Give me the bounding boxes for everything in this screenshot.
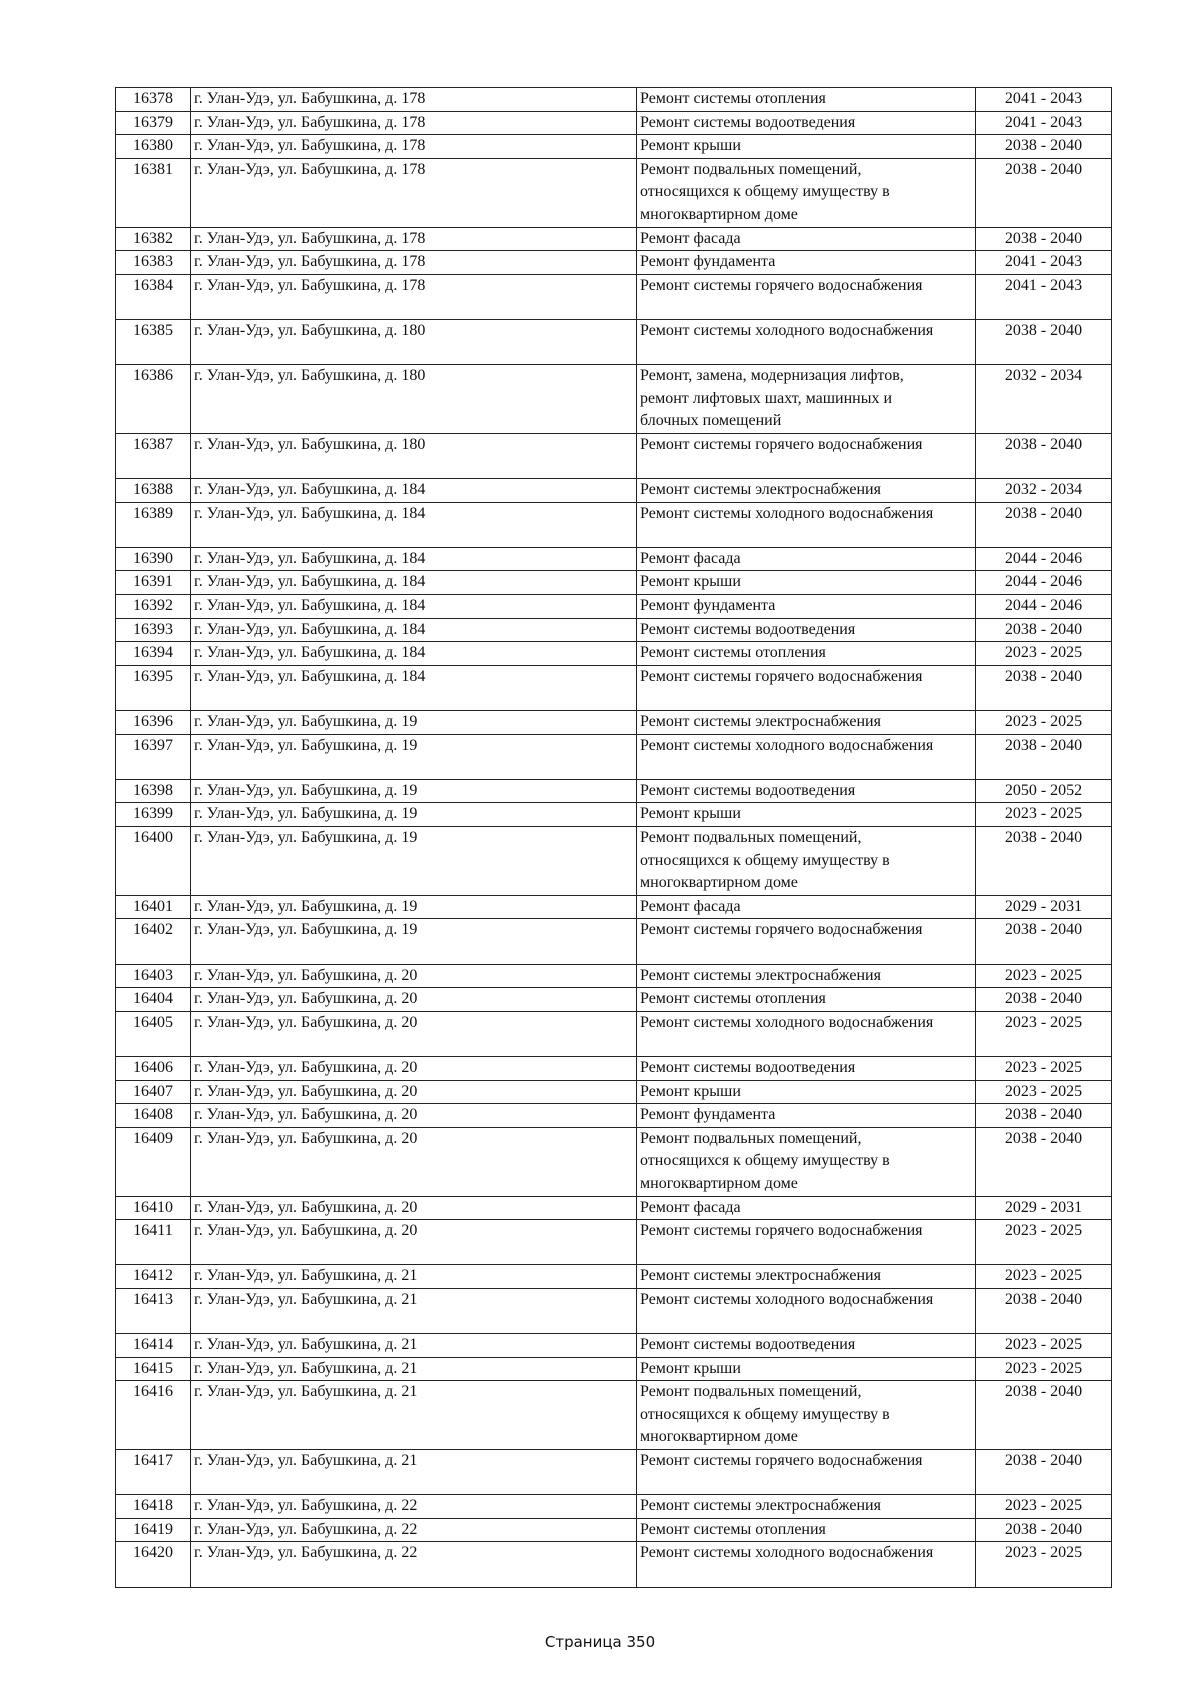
row-number: 16420 <box>116 1542 191 1587</box>
row-period: 2044 - 2046 <box>976 571 1112 595</box>
row-number: 16400 <box>116 827 191 896</box>
row-work-type: Ремонт фасада <box>637 895 976 919</box>
row-period: 2038 - 2040 <box>976 734 1112 779</box>
row-work-type: Ремонт системы электроснабжения <box>637 479 976 503</box>
row-period: 2038 - 2040 <box>976 227 1112 251</box>
table-row <box>116 1104 1112 1128</box>
row-period: 2038 - 2040 <box>976 158 1112 227</box>
row-period: 2029 - 2031 <box>976 895 1112 919</box>
row-work-type: Ремонт системы отопления <box>637 988 976 1012</box>
table-row <box>116 502 1112 547</box>
row-work-type: Ремонт системы холодного водоснабжения <box>637 319 976 364</box>
row-address: г. Улан-Удэ, ул. Бабушкина, д. 184 <box>191 642 637 666</box>
row-address: г. Улан-Удэ, ул. Бабушкина, д. 19 <box>191 895 637 919</box>
row-work-type: Ремонт системы водоотведения <box>637 779 976 803</box>
row-work-type: Ремонт фасада <box>637 227 976 251</box>
table-row <box>116 1080 1112 1104</box>
table-row <box>116 274 1112 319</box>
row-work-type: Ремонт крыши <box>637 803 976 827</box>
row-number: 16395 <box>116 665 191 710</box>
row-period: 2038 - 2040 <box>976 135 1112 159</box>
row-period: 2038 - 2040 <box>976 1381 1112 1450</box>
row-number: 16406 <box>116 1056 191 1080</box>
row-number: 16391 <box>116 571 191 595</box>
row-address: г. Улан-Удэ, ул. Бабушкина, д. 180 <box>191 365 637 434</box>
row-work-type: Ремонт крыши <box>637 571 976 595</box>
row-number: 16410 <box>116 1196 191 1220</box>
row-address: г. Улан-Удэ, ул. Бабушкина, д. 184 <box>191 665 637 710</box>
row-work-type: Ремонт системы холодного водоснабжения <box>637 1542 976 1587</box>
row-work-type: Ремонт системы горячего водоснабжения <box>637 665 976 710</box>
row-period: 2023 - 2025 <box>976 1542 1112 1587</box>
row-number: 16413 <box>116 1288 191 1333</box>
row-work-type: Ремонт подвальных помещений, относящихся к общему имуществу в многоквартирном доме <box>637 1127 976 1196</box>
table-row <box>116 618 1112 642</box>
table-row <box>116 111 1112 135</box>
table-row <box>116 1450 1112 1495</box>
row-address: г. Улан-Удэ, ул. Бабушкина, д. 184 <box>191 479 637 503</box>
row-period: 2044 - 2046 <box>976 595 1112 619</box>
row-work-type: Ремонт крыши <box>637 1357 976 1381</box>
table-row <box>116 779 1112 803</box>
row-work-type: Ремонт системы холодного водоснабжения <box>637 1288 976 1333</box>
row-number: 16401 <box>116 895 191 919</box>
row-address: г. Улан-Удэ, ул. Бабушкина, д. 22 <box>191 1495 637 1519</box>
row-address: г. Улан-Удэ, ул. Бабушкина, д. 178 <box>191 227 637 251</box>
row-work-type: Ремонт подвальных помещений, относящихся к общему имуществу в многоквартирном доме <box>637 1381 976 1450</box>
row-address: г. Улан-Удэ, ул. Бабушкина, д. 20 <box>191 1196 637 1220</box>
row-number: 16392 <box>116 595 191 619</box>
row-work-type: Ремонт системы горячего водоснабжения <box>637 919 976 964</box>
row-number: 16386 <box>116 365 191 434</box>
row-number: 16414 <box>116 1334 191 1358</box>
row-work-type: Ремонт системы отопления <box>637 642 976 666</box>
row-period: 2041 - 2043 <box>976 251 1112 275</box>
table-row <box>116 135 1112 159</box>
table-row <box>116 158 1112 227</box>
table-row <box>116 595 1112 619</box>
row-number: 16404 <box>116 988 191 1012</box>
row-address: г. Улан-Удэ, ул. Бабушкина, д. 178 <box>191 158 637 227</box>
row-address: г. Улан-Удэ, ул. Бабушкина, д. 184 <box>191 502 637 547</box>
row-work-type: Ремонт фундамента <box>637 1104 976 1128</box>
row-address: г. Улан-Удэ, ул. Бабушкина, д. 19 <box>191 827 637 896</box>
row-address: г. Улан-Удэ, ул. Бабушкина, д. 180 <box>191 319 637 364</box>
row-work-type: Ремонт фасада <box>637 547 976 571</box>
row-number: 16379 <box>116 111 191 135</box>
table-row <box>116 803 1112 827</box>
row-number: 16378 <box>116 88 191 112</box>
row-number: 16415 <box>116 1357 191 1381</box>
row-address: г. Улан-Удэ, ул. Бабушкина, д. 21 <box>191 1450 637 1495</box>
row-period: 2038 - 2040 <box>976 433 1112 478</box>
row-address: г. Улан-Удэ, ул. Бабушкина, д. 19 <box>191 803 637 827</box>
table-row <box>116 1381 1112 1450</box>
table-row <box>116 433 1112 478</box>
row-number: 16409 <box>116 1127 191 1196</box>
table-row <box>116 642 1112 666</box>
row-address: г. Улан-Удэ, ул. Бабушкина, д. 184 <box>191 547 637 571</box>
row-period: 2041 - 2043 <box>976 88 1112 112</box>
row-period: 2023 - 2025 <box>976 1220 1112 1265</box>
table-row <box>116 1056 1112 1080</box>
row-number: 16412 <box>116 1265 191 1289</box>
row-work-type: Ремонт фундамента <box>637 595 976 619</box>
row-period: 2029 - 2031 <box>976 1196 1112 1220</box>
row-period: 2023 - 2025 <box>976 1011 1112 1056</box>
row-period: 2038 - 2040 <box>976 1288 1112 1333</box>
row-number: 16418 <box>116 1495 191 1519</box>
row-address: г. Улан-Удэ, ул. Бабушкина, д. 20 <box>191 1080 637 1104</box>
row-work-type: Ремонт системы электроснабжения <box>637 964 976 988</box>
row-number: 16381 <box>116 158 191 227</box>
row-address: г. Улан-Удэ, ул. Бабушкина, д. 21 <box>191 1334 637 1358</box>
table-row <box>116 1518 1112 1542</box>
row-number: 16394 <box>116 642 191 666</box>
table-row <box>116 895 1112 919</box>
row-number: 16416 <box>116 1381 191 1450</box>
row-address: г. Улан-Удэ, ул. Бабушкина, д. 22 <box>191 1542 637 1587</box>
row-address: г. Улан-Удэ, ул. Бабушкина, д. 21 <box>191 1265 637 1289</box>
row-work-type: Ремонт системы электроснабжения <box>637 1265 976 1289</box>
row-number: 16383 <box>116 251 191 275</box>
table-row <box>116 1220 1112 1265</box>
table-row <box>116 227 1112 251</box>
table-row <box>116 479 1112 503</box>
row-period: 2023 - 2025 <box>976 1495 1112 1519</box>
row-address: г. Улан-Удэ, ул. Бабушкина, д. 20 <box>191 1127 637 1196</box>
row-work-type: Ремонт системы отопления <box>637 88 976 112</box>
row-address: г. Улан-Удэ, ул. Бабушкина, д. 20 <box>191 1056 637 1080</box>
row-address: г. Улан-Удэ, ул. Бабушкина, д. 20 <box>191 1220 637 1265</box>
row-number: 16398 <box>116 779 191 803</box>
row-work-type: Ремонт системы холодного водоснабжения <box>637 502 976 547</box>
row-address: г. Улан-Удэ, ул. Бабушкина, д. 19 <box>191 919 637 964</box>
row-address: г. Улан-Удэ, ул. Бабушкина, д. 21 <box>191 1381 637 1450</box>
table-row <box>116 1542 1112 1587</box>
row-address: г. Улан-Удэ, ул. Бабушкина, д. 20 <box>191 1011 637 1056</box>
table-row <box>116 1495 1112 1519</box>
table-row <box>116 1288 1112 1333</box>
row-work-type: Ремонт фасада <box>637 1196 976 1220</box>
row-number: 16402 <box>116 919 191 964</box>
row-number: 16419 <box>116 1518 191 1542</box>
table-row <box>116 1127 1112 1196</box>
row-address: г. Улан-Удэ, ул. Бабушкина, д. 21 <box>191 1288 637 1333</box>
row-work-type: Ремонт системы отопления <box>637 1518 976 1542</box>
row-period: 2038 - 2040 <box>976 319 1112 364</box>
row-number: 16389 <box>116 502 191 547</box>
row-address: г. Улан-Удэ, ул. Бабушкина, д. 19 <box>191 779 637 803</box>
row-number: 16384 <box>116 274 191 319</box>
row-work-type: Ремонт системы холодного водоснабжения <box>637 734 976 779</box>
row-address: г. Улан-Удэ, ул. Бабушкина, д. 184 <box>191 618 637 642</box>
table-row <box>116 251 1112 275</box>
row-address: г. Улан-Удэ, ул. Бабушкина, д. 20 <box>191 964 637 988</box>
row-work-type: Ремонт системы водоотведения <box>637 111 976 135</box>
table-body <box>116 88 1112 1588</box>
row-number: 16387 <box>116 433 191 478</box>
table-row <box>116 1334 1112 1358</box>
row-period: 2044 - 2046 <box>976 547 1112 571</box>
row-work-type: Ремонт системы водоотведения <box>637 618 976 642</box>
row-work-type: Ремонт системы горячего водоснабжения <box>637 1220 976 1265</box>
row-period: 2038 - 2040 <box>976 618 1112 642</box>
row-number: 16385 <box>116 319 191 364</box>
row-work-type: Ремонт системы холодного водоснабжения <box>637 1011 976 1056</box>
table-row <box>116 1011 1112 1056</box>
row-address: г. Улан-Удэ, ул. Бабушкина, д. 178 <box>191 88 637 112</box>
row-work-type: Ремонт системы горячего водоснабжения <box>637 1450 976 1495</box>
table-row <box>116 547 1112 571</box>
table-row <box>116 665 1112 710</box>
row-address: г. Улан-Удэ, ул. Бабушкина, д. 21 <box>191 1357 637 1381</box>
row-address: г. Улан-Удэ, ул. Бабушкина, д. 20 <box>191 988 637 1012</box>
row-work-type: Ремонт системы водоотведения <box>637 1056 976 1080</box>
row-number: 16380 <box>116 135 191 159</box>
row-number: 16388 <box>116 479 191 503</box>
row-work-type: Ремонт системы электроснабжения <box>637 1495 976 1519</box>
row-number: 16393 <box>116 618 191 642</box>
row-address: г. Улан-Удэ, ул. Бабушкина, д. 178 <box>191 111 637 135</box>
repair-schedule-table <box>115 87 1112 1588</box>
table-row <box>116 919 1112 964</box>
row-address: г. Улан-Удэ, ул. Бабушкина, д. 180 <box>191 433 637 478</box>
row-period: 2041 - 2043 <box>976 274 1112 319</box>
row-period: 2038 - 2040 <box>976 827 1112 896</box>
row-period: 2038 - 2040 <box>976 919 1112 964</box>
row-period: 2023 - 2025 <box>976 1357 1112 1381</box>
row-period: 2038 - 2040 <box>976 1127 1112 1196</box>
row-address: г. Улан-Удэ, ул. Бабушкина, д. 178 <box>191 135 637 159</box>
table-row <box>116 571 1112 595</box>
row-period: 2023 - 2025 <box>976 1080 1112 1104</box>
row-work-type: Ремонт фундамента <box>637 251 976 275</box>
row-number: 16411 <box>116 1220 191 1265</box>
table-row <box>116 1196 1112 1220</box>
row-work-type: Ремонт системы электроснабжения <box>637 711 976 735</box>
row-period: 2038 - 2040 <box>976 988 1112 1012</box>
row-work-type: Ремонт крыши <box>637 135 976 159</box>
table-row <box>116 1357 1112 1381</box>
table-row <box>116 827 1112 896</box>
row-address: г. Улан-Удэ, ул. Бабушкина, д. 184 <box>191 595 637 619</box>
row-period: 2038 - 2040 <box>976 1450 1112 1495</box>
row-address: г. Улан-Удэ, ул. Бабушкина, д. 22 <box>191 1518 637 1542</box>
row-address: г. Улан-Удэ, ул. Бабушкина, д. 19 <box>191 734 637 779</box>
row-period: 2032 - 2034 <box>976 365 1112 434</box>
table-row <box>116 711 1112 735</box>
row-period: 2038 - 2040 <box>976 665 1112 710</box>
row-period: 2041 - 2043 <box>976 111 1112 135</box>
table-row <box>116 1265 1112 1289</box>
row-number: 16397 <box>116 734 191 779</box>
row-work-type: Ремонт подвальных помещений, относящихся к общему имуществу в многоквартирном доме <box>637 158 976 227</box>
row-number: 16417 <box>116 1450 191 1495</box>
row-number: 16405 <box>116 1011 191 1056</box>
row-period: 2023 - 2025 <box>976 803 1112 827</box>
row-period: 2023 - 2025 <box>976 642 1112 666</box>
row-period: 2023 - 2025 <box>976 711 1112 735</box>
row-period: 2038 - 2040 <box>976 1104 1112 1128</box>
row-work-type: Ремонт системы горячего водоснабжения <box>637 274 976 319</box>
row-address: г. Улан-Удэ, ул. Бабушкина, д. 20 <box>191 1104 637 1128</box>
row-period: 2023 - 2025 <box>976 1265 1112 1289</box>
row-period: 2038 - 2040 <box>976 1518 1112 1542</box>
row-period: 2050 - 2052 <box>976 779 1112 803</box>
row-number: 16403 <box>116 964 191 988</box>
row-work-type: Ремонт, замена, модернизация лифтов, ремонт лифтовых шахт, машинных и блочных помещений <box>637 365 976 434</box>
row-number: 16407 <box>116 1080 191 1104</box>
row-period: 2023 - 2025 <box>976 1334 1112 1358</box>
row-number: 16396 <box>116 711 191 735</box>
page-number: Страница 350 <box>544 1633 656 1651</box>
row-work-type: Ремонт системы горячего водоснабжения <box>637 433 976 478</box>
row-number: 16382 <box>116 227 191 251</box>
table-row <box>116 964 1112 988</box>
row-period: 2038 - 2040 <box>976 502 1112 547</box>
row-work-type: Ремонт крыши <box>637 1080 976 1104</box>
table-row <box>116 319 1112 364</box>
table-row <box>116 365 1112 434</box>
row-address: г. Улан-Удэ, ул. Бабушкина, д. 178 <box>191 274 637 319</box>
row-work-type: Ремонт подвальных помещений, относящихся к общему имуществу в многоквартирном доме <box>637 827 976 896</box>
row-period: 2023 - 2025 <box>976 1056 1112 1080</box>
row-number: 16408 <box>116 1104 191 1128</box>
row-address: г. Улан-Удэ, ул. Бабушкина, д. 178 <box>191 251 637 275</box>
row-number: 16399 <box>116 803 191 827</box>
table-row <box>116 88 1112 112</box>
row-number: 16390 <box>116 547 191 571</box>
row-address: г. Улан-Удэ, ул. Бабушкина, д. 184 <box>191 571 637 595</box>
row-period: 2032 - 2034 <box>976 479 1112 503</box>
row-address: г. Улан-Удэ, ул. Бабушкина, д. 19 <box>191 711 637 735</box>
row-period: 2023 - 2025 <box>976 964 1112 988</box>
table-row <box>116 988 1112 1012</box>
table-row <box>116 734 1112 779</box>
row-work-type: Ремонт системы водоотведения <box>637 1334 976 1358</box>
